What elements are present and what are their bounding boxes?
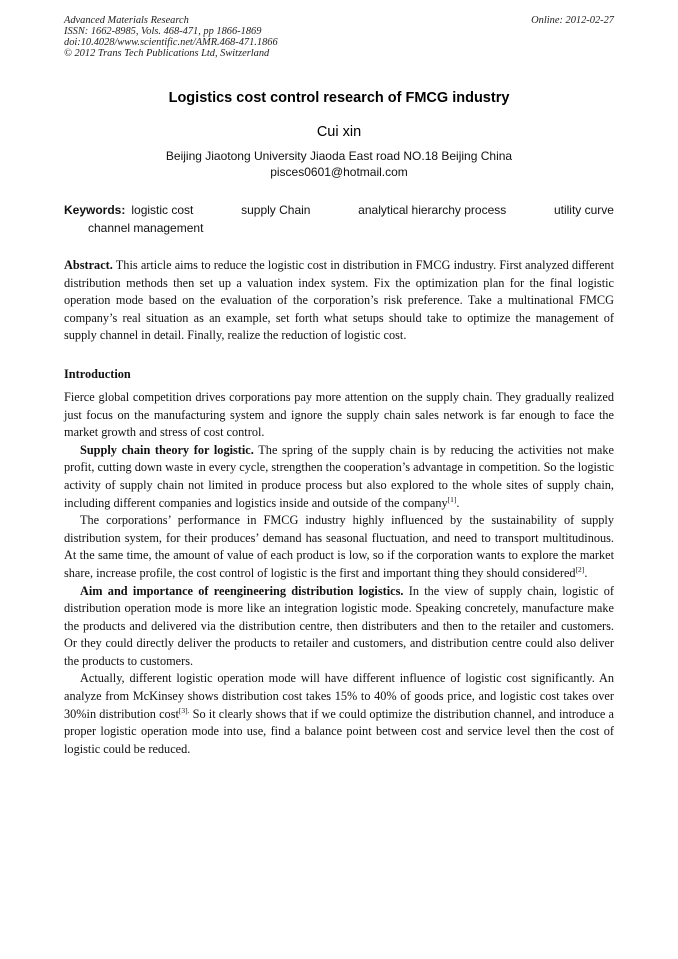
paragraph-text: In the view of supply chain, logistic of distribution operation mode is more like an integration logistic mode. Speaking concretely, manufacture make the products and delivered via the distribution centre, then distributers and then to the retailer and customers. Or they could directly deliver the products to retailer and customers, and distribution centre could also deliver the products to customers. [64,583,614,668]
keywords-label: Keywords: [64,203,126,217]
keyword-item: logistic cost [131,203,194,217]
online-date: Online: 2012-02-27 [531,15,614,26]
author-email: pisces0601@hotmail.com [270,165,408,179]
paragraph-lead: Aim and importance of reengineering distribution logistics. [80,583,404,598]
keyword-item: channel management [88,221,204,235]
abstract-paragraph [64,257,614,345]
keyword-item: utility curve [553,203,614,217]
paragraph-text: Actually, different logistic operation mode will have different influence of logistic cost significantly. An analyze from McKinsey shows distribution cost takes 15% to 40% of goods price, and logistic cost takes over 30%in distribution cost [64,671,614,721]
author-affiliation: Beijing Jiaotong University Jiaoda East road NO.18 Beijing China [165,149,513,163]
body-paragraph [64,670,614,758]
author-name: Cui xin [316,124,362,140]
abstract-text: This article aims to reduce the logistic cost in distribution in FMCG industry. First analyzed different distribution methods then set up a valuation index system. Fix the optimization plan for the final logistic operation mode based on the evaluation of the corporation’s risk preference. Take a multinational FMCG company’s real situation as an example, set forth what setups should take to optimize the management of supply channel in detail. Finally, realize the reduction of logistic cost. [64,258,614,343]
citation-ref: [2] [575,564,585,574]
body-paragraph [64,583,614,671]
publication-header [64,15,614,59]
keyword-item: supply Chain [241,203,311,217]
paragraph-lead: Supply chain theory for logistic. [80,442,254,457]
body-paragraph [64,512,614,582]
paragraph-text: The corporations’ performance in FMCG industry highly influenced by the sustainability of supply distribution system, for their produces’ demand has seasonal fluctuation, and need to transport multitudinous. At the same time, the amount of value of each product is low, so if the corporation wants to explore the market share, increase profile, the cost control of logistic is the first and important thing they should considered [64,513,614,580]
section-heading-introduction: Introduction [64,366,131,381]
citation-ref: [3]. [178,705,190,715]
paper-page [64,15,614,758]
copyright-line: © 2012 Trans Tech Publications Ltd, Switzerland [64,48,270,59]
abstract-label: Abstract. [64,258,113,272]
paragraph-end: . [584,565,588,580]
doi-line: doi:10.4028/www.scientific.net/AMR.468-471.1866 [64,37,278,48]
paper-title: Logistics cost control research of FMCG industry [168,90,510,106]
keywords-block [64,201,614,237]
keyword-item: analytical hierarchy process [358,203,507,217]
citation-ref: [1] [447,494,457,504]
paragraph-end: . [456,495,460,510]
issn-line: ISSN: 1662-8985, Vols. 468-471, pp 1866-1869 [64,26,262,37]
journal-name: Advanced Materials Research [64,15,189,26]
body-paragraph: Fierce global competition drives corporations pay more attention on the supply chain. They gradually realized just focus on the manufacturing system and ignore the supply chain sales network is far enough to face the market growth and stress of cost control. [64,389,614,440]
body-paragraph [64,442,614,512]
paragraph-text: So it clearly shows that if we could optimize the distribution channel, and introduce a proper logistic operation mode into use, find a balance point between cost and service level then the cost of logistic could be reduced. [64,706,614,756]
paragraph-text: The spring of the supply chain is by reducing the activities not make profit, cutting down waste in every cycle, strengthen the cooperation’s advantage in competition. So the logistic activity of supply chain not limited in produce process but also explored to the whole sites of supply chain, including different companies and logistics inside and outside of the company [64,442,614,510]
